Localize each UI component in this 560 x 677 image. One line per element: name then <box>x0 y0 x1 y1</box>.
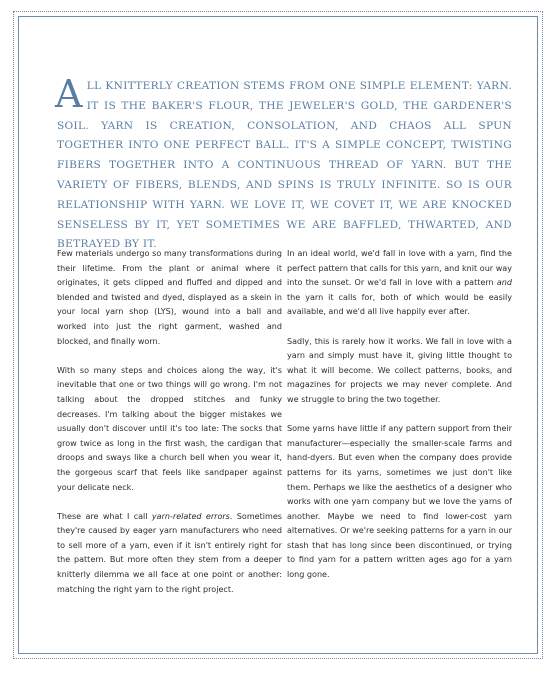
body-text: the yarn it calls for, both of which would be easily available, and we'd all live happily ever after. <box>287 292 512 317</box>
emphasis-text: and <box>496 278 512 288</box>
right-column <box>287 247 512 597</box>
body-text: . Sometimes they're caused by eager yarn manufacturers who need to sell more of a yarn, even if it isn't entirely right for the pattern. But more often they stem from a deeper knitterly dilemma we all face at one point or another: matching the right yarn to the right project. <box>57 511 282 594</box>
body-paragraph: Some yarns have little if any pattern support from their manufacturer—especially the smaller-scale farms and hand-dyers. But even when the company does provide patterns for its yarns, sometimes we just don't like them. Perhaps we like the aesthetics of a designer who works with one yarn company but we love the yarns of another. Maybe we need to find lower-cost yarn alternatives. Or we're seeking patterns for a yarn in our stash that has long since been discontinued, or trying to find yarn for a pattern written ages ago for a yarn long gone. <box>287 424 512 580</box>
body-paragraph: Few materials undergo so many transformations during their lifetime. From the plant or animal where it originates, it gets clipped and fluffed and dipped and blended and twisted and dyed, displayed as a skein in your local yarn shop (LYS), wound into a ball and worked into just the right garment, washed and blocked, and finally worn. <box>57 249 282 346</box>
intro-paragraph <box>55 72 512 255</box>
body-text: In an ideal world, we'd fall in love with a yarn, find the perfect pattern that calls for this yarn, and knit our way into the sunset. Or we'd fall in love with a pattern <box>287 249 512 288</box>
body-paragraph <box>57 510 282 598</box>
body-paragraph: With so many steps and choices along the way, it's inevitable that one or two things will go wrong. I'm not talking about the dropped stitches and funky decreases. I'm talking about the bigger mistakes we usually don't discover until it's too late: The socks that grow twice as long in the first wash, the cardigan that droops and sways like a church bell when you wear it, the gorgeous scarf that feels like sandpaper against your delicate neck. <box>57 365 282 492</box>
drop-cap: A <box>55 72 83 116</box>
body-paragraph: Sadly, this is rarely how it works. We fall in love with a yarn and simply must have it, giving little thought to what it will become. We collect patterns, books, and magazines for projects we may never complete. And we struggle to bring the two together. <box>287 336 512 404</box>
intro-text: LL KNITTERLY CREATION STEMS FROM ONE SIMPLE ELEMENT: YARN. IT IS THE BAKER'S FLOUR, THE JEWELER'S GOLD, THE GARDENER'S SOIL. YARN IS CREATION, CONSOLATION, AND CHAOS ALL SPUN TOGETHER INTO ONE PERFECT BALL. IT'S A SIMPLE CONCEPT, TWISTING FIBERS TOGETHER INTO A CONTINUOUS THREAD OF YARN. BUT THE VARIETY OF FIBERS, BLENDS, AND SPINS IS TRULY INFINITE. SO IS OUR RELATIONSHIP WITH YARN. WE LOVE IT, WE COVET IT, WE ARE KNOCKED SENSELESS BY IT, YET SOMETIMES WE ARE BAFFLED, THWARTED, AND BETRAYED BY IT. <box>57 80 512 251</box>
left-column <box>57 247 282 612</box>
emphasis-text: yarn-related errors <box>151 511 230 521</box>
body-text: These are what I call <box>57 511 152 521</box>
body-paragraph <box>287 247 512 320</box>
